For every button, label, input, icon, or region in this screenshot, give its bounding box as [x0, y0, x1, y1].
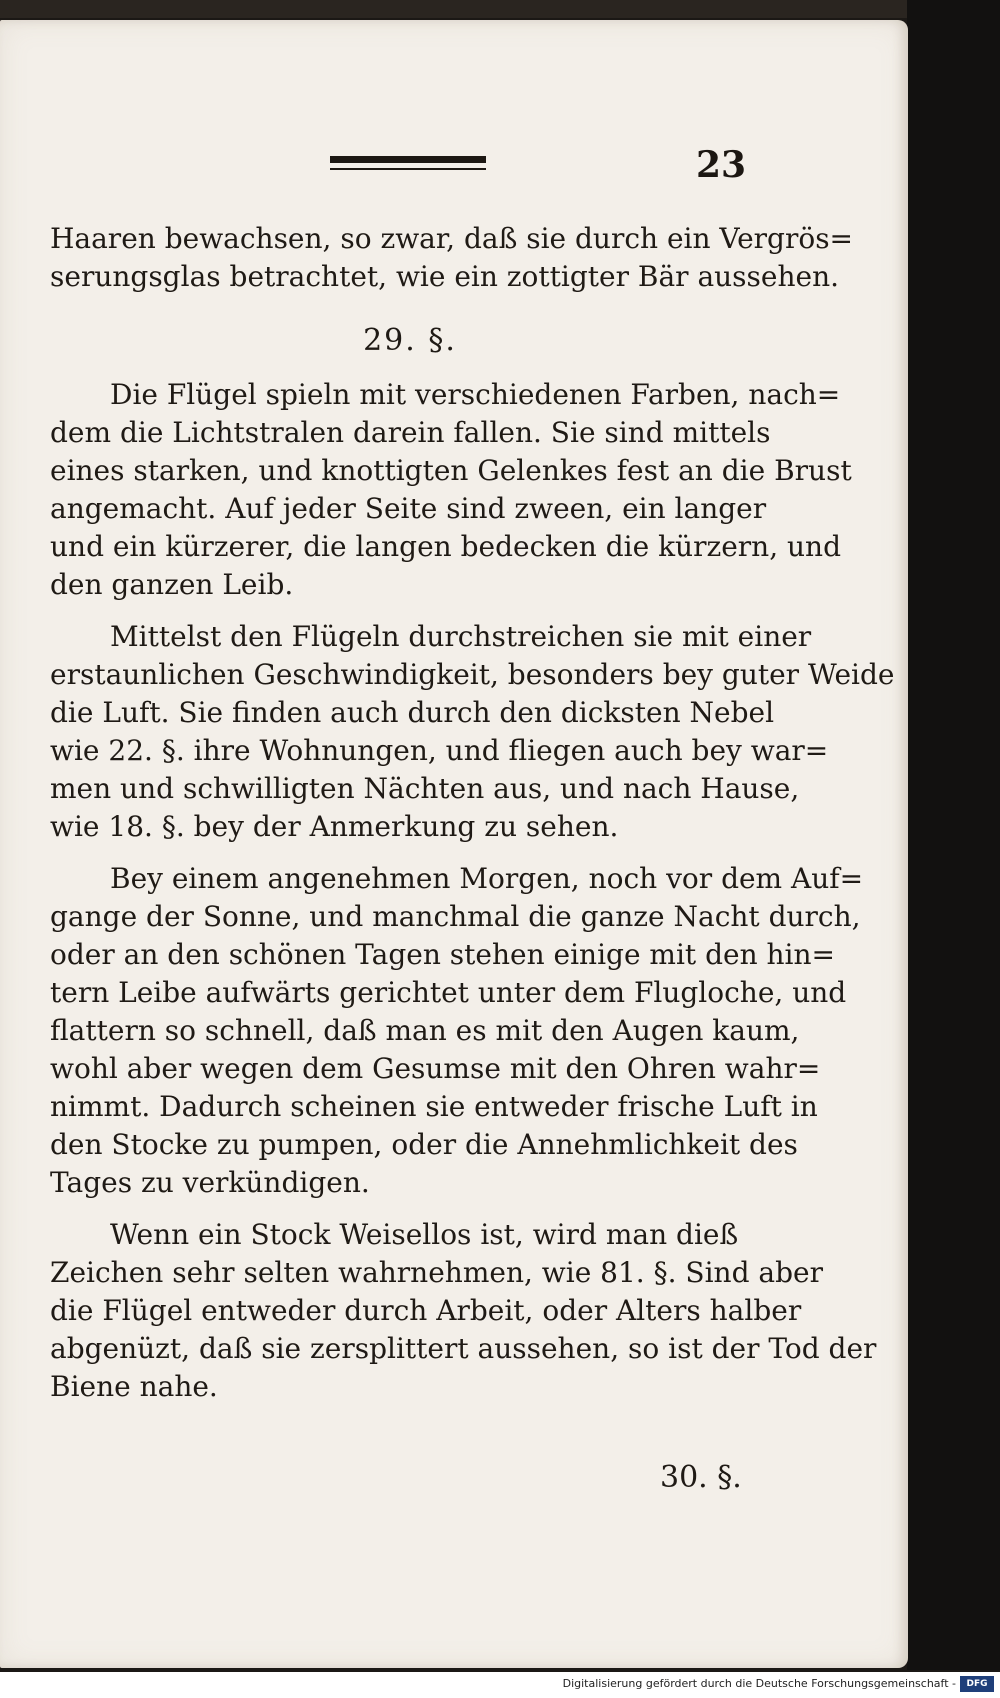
text-line: wie 18. §. bey der Anmerkung zu sehen.: [50, 810, 619, 843]
text-line: Wenn ein Stock Weisellos ist, wird man dieß: [110, 1218, 739, 1251]
digitization-footer: [0, 1672, 1000, 1698]
text-line: Tages zu verkündigen.: [50, 1166, 370, 1199]
paragraph: [50, 618, 895, 846]
header-rule-thin: [330, 168, 486, 170]
funding-credit: Digitalisierung gefördert durch die Deutsche Forschungsgemeinschaft -: [562, 1677, 956, 1690]
text-line: die Flügel entweder durch Arbeit, oder Alters halber: [50, 1294, 802, 1327]
page-number: 23: [696, 144, 747, 186]
header-rule-thick: [330, 156, 486, 163]
page-content: [50, 20, 895, 1668]
text-line: abgenüzt, daß sie zersplittert aussehen, so ist der Tod der: [50, 1332, 877, 1365]
text-line: den Stocke zu pumpen, oder die Annehmlichkeit des: [50, 1128, 798, 1161]
paragraph: [50, 860, 864, 1202]
text-line: tern Leibe aufwärts gerichtet unter dem Flugloche, und: [50, 976, 847, 1009]
text-line: dem die Lichtstralen darein fallen. Sie sind mittels: [50, 416, 771, 449]
text-line: oder an den schönen Tagen stehen einige mit den hin=: [50, 938, 835, 971]
text-line: angemacht. Auf jeder Seite sind zween, ein langer: [50, 492, 767, 525]
catchword: 30. §.: [660, 1460, 742, 1495]
text-line: und ein kürzerer, die langen bedecken die kürzern, und: [50, 530, 841, 563]
body-text: [50, 220, 895, 1420]
dfg-logo: DFG: [960, 1676, 994, 1692]
scan-top-edge: [0, 0, 1000, 18]
text-line: flattern so schnell, daß man es mit den Augen kaum,: [50, 1014, 800, 1047]
text-line: Die Flügel spieln mit verschiedenen Farben, nach=: [110, 378, 841, 411]
text-line: nimmt. Dadurch scheinen sie entweder frische Luft in: [50, 1090, 818, 1123]
text-line: serungsglas betrachtet, wie ein zottigter Bär aussehen.: [50, 260, 840, 293]
text-line: wie 22. §. ihre Wohnungen, und fliegen auch bey war=: [50, 734, 829, 767]
text-line: die Luft. Sie finden auch durch den dicksten Nebel: [50, 696, 775, 729]
text-line: den ganzen Leib.: [50, 568, 294, 601]
paragraph: [50, 1216, 877, 1406]
paragraph: [50, 376, 852, 604]
text-line: Mittelst den Flügeln durchstreichen sie mit einer: [110, 620, 812, 653]
text-line: eines starken, und knottigten Gelenkes fest an die Brust: [50, 454, 852, 487]
text-line: erstaunlichen Geschwindigkeit, besonders bey guter Weide: [50, 658, 895, 691]
section-heading: 29. §.: [363, 323, 457, 358]
text-line: gange der Sonne, und manchmal die ganze Nacht durch,: [50, 900, 861, 933]
header-rule: [330, 156, 486, 174]
text-line: Haaren bewachsen, so zwar, daß sie durch ein Vergrös=: [50, 222, 854, 255]
text-line: men und schwilligten Nächten aus, und nach Hause,: [50, 772, 800, 805]
paragraph-continuation: [50, 220, 854, 296]
page-header: [50, 132, 770, 186]
text-line: Biene nahe.: [50, 1370, 218, 1403]
book-page: [0, 20, 908, 1668]
text-line: wohl aber wegen dem Gesumse mit den Ohren wahr=: [50, 1052, 821, 1085]
text-line: Bey einem angenehmen Morgen, noch vor dem Auf=: [110, 862, 864, 895]
text-line: Zeichen sehr selten wahrnehmen, wie 81. §. Sind aber: [50, 1256, 823, 1289]
scan-right-edge: [907, 0, 1000, 1670]
